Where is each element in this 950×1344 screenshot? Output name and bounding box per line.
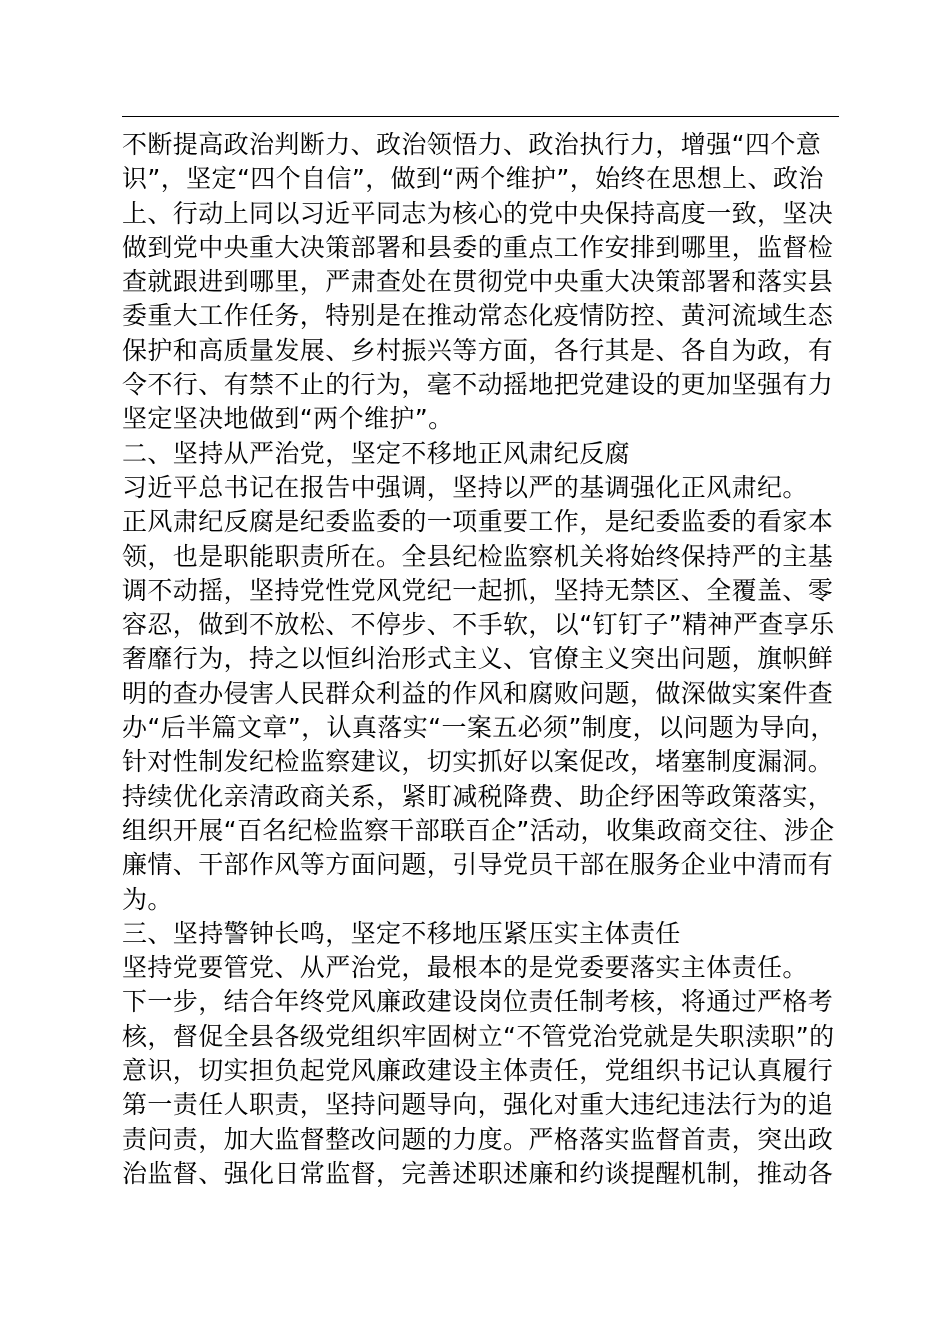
text-line: 调不动摇，坚持党性党风党纪一起抓，坚持无禁区、全覆盖、零 (122, 575, 834, 605)
text-line: 上、行动上同以习近平同志为核心的党中央保持高度一致，坚决 (122, 198, 834, 228)
text-line: 办“后半篇文章”，认真落实“一案五必须”制度，以问题为导向， (122, 713, 836, 743)
text-line: 组织开展“百名纪检监察干部联百企”活动，收集政商交往、涉企 (122, 815, 835, 845)
text-line: 令不行、有禁不止的行为，毫不动摇地把党建设的更加坚强有力 (122, 370, 834, 400)
text-line: 治监督、强化日常监督，完善述职述廉和约谈提醒机制，推动各 (122, 1158, 834, 1188)
text-line: 三、坚持警钟长鸣，坚定不移地压紧压实主体责任 (122, 918, 681, 948)
text-line: 明的查办侵害人民群众利益的作风和腐败问题，做深做实案件查 (122, 678, 834, 708)
text-line: 正风肃纪反腐是纪委监委的一项重要工作，是纪委监委的看家本 (122, 507, 834, 537)
text-line: 持续优化亲清政商关系，紧盯减税降费、助企纾困等政策落实， (122, 781, 834, 811)
text-line: 意识，切实担负起党风廉政建设主体责任，党组织书记认真履行 (122, 1056, 834, 1086)
text-line: 责问责，加大监督整改问题的力度。严格落实监督首责，突出政 (122, 1124, 834, 1154)
text-line: 做到党中央重大决策部署和县委的重点工作安排到哪里，监督检 (122, 232, 834, 262)
text-line: 容忍，做到不放松、不停步、不手软，以“钉钉子”精神严查享乐 (122, 610, 835, 640)
text-line: 习近平总书记在报告中强调，坚持以严的基调强化正风肃纪。 (122, 472, 808, 502)
text-line: 不断提高政治判断力、政治领悟力、政治执行力，增强“四个意 (122, 130, 822, 159)
text-line: 识”，坚定“四个自信”，做到“两个维护”，始终在思想上、政治 (122, 164, 824, 194)
text-line: 保护和高质量发展、乡村振兴等方面，各行其是、各自为政，有 (122, 335, 834, 365)
text-line: 奢靡行为，持之以恒纠治形式主义、官僚主义突出问题，旗帜鲜 (122, 644, 834, 674)
text-line: 坚持党要管党、从严治党，最根本的是党委要落实主体责任。 (122, 953, 808, 983)
text-line: 二、坚持从严治党，坚定不移地正风肃纪反腐 (122, 438, 631, 468)
text-line: 为。 (122, 884, 173, 914)
text-line: 委重大工作任务，特别是在推动常态化疫情防控、黄河流域生态 (122, 301, 834, 331)
text-line: 廉情、干部作风等方面问题，引导党员干部在服务企业中清而有 (122, 850, 834, 880)
header-rule (122, 116, 839, 117)
text-line: 下一步，结合年终党风廉政建设岗位责任制考核，将通过严格考 (122, 987, 834, 1017)
text-line: 查就跟进到哪里，严肃查处在贯彻党中央重大决策部署和落实县 (122, 267, 834, 297)
text-line: 针对性制发纪检监察建议，切实抓好以案促改，堵塞制度漏洞。 (122, 747, 834, 777)
text-line: 坚定坚决地做到“两个维护”。 (122, 404, 454, 434)
text-line: 核，督促全县各级党组织牢固树立“不管党治党就是失职渎职”的 (122, 1021, 835, 1051)
document-body (122, 128, 862, 1191)
text-line: 第一责任人职责，坚持问题导向，强化对重大违纪违法行为的追 (122, 1090, 834, 1120)
text-line: 领，也是职能职责所在。全县纪检监察机关将始终保持严的主基 (122, 541, 834, 571)
